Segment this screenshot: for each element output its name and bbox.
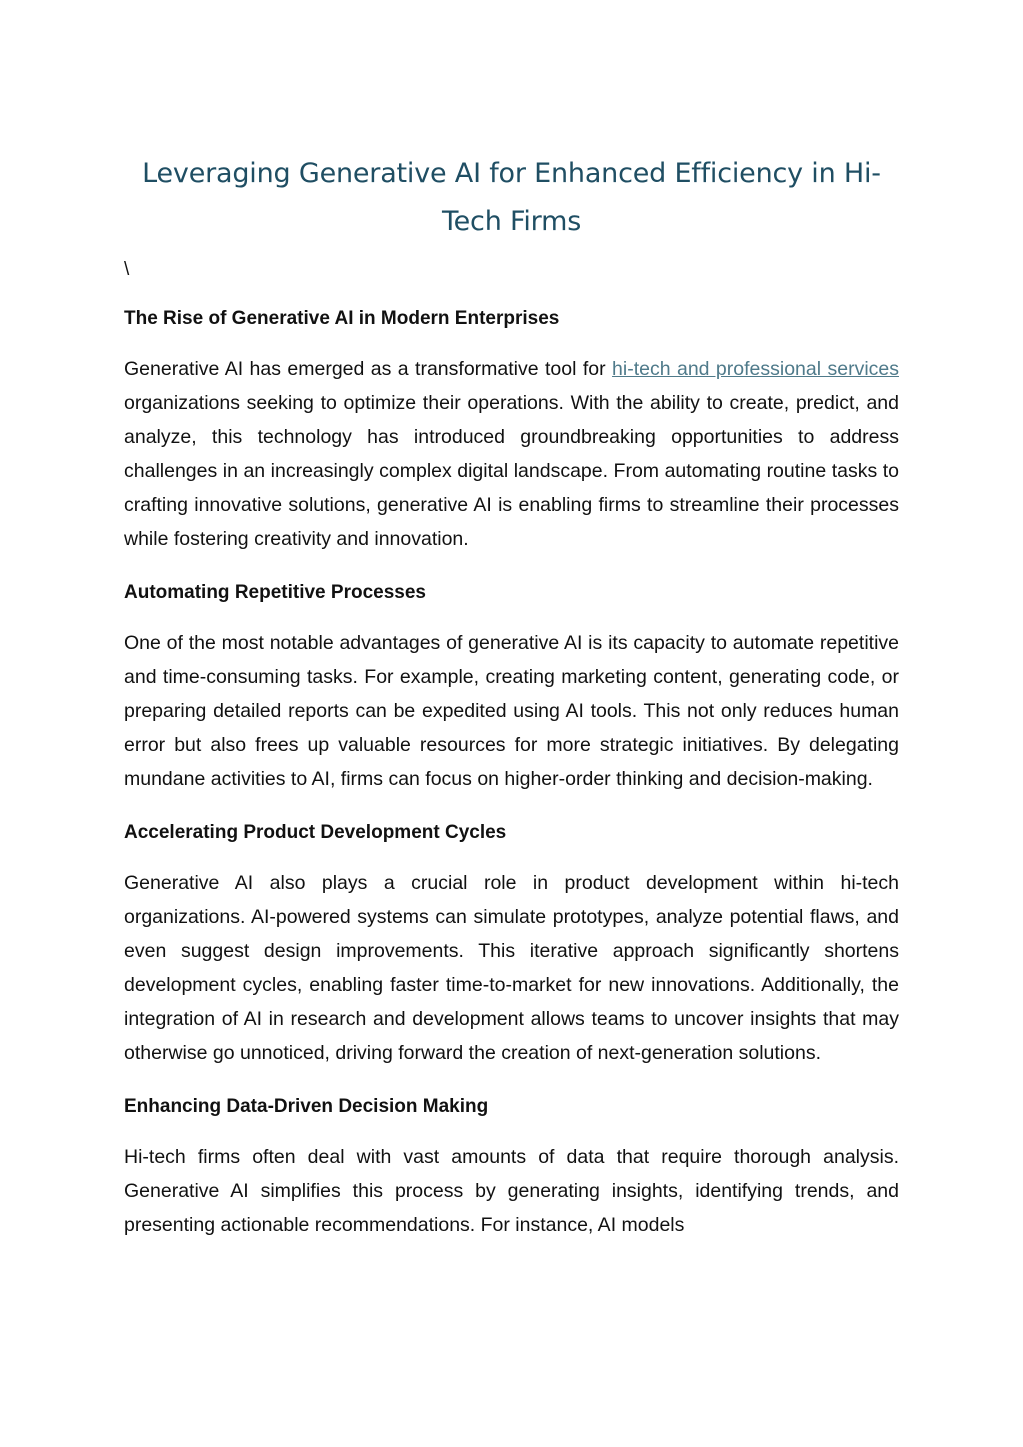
paragraph-text: organizations seeking to optimize their operations. With the ability to create, predict, and analyze, this technology has introduced groundbreaking opportunities to address challenges in an increasingly complex digital landscape. From automating routine tasks to crafting innovative solutions, generative AI is enabling firms to streamline their processes while fostering creativity and innovation. xyxy=(124,392,899,550)
section-paragraph: Hi-tech firms often deal with vast amounts of data that require thorough analysis. Generative AI simplifies this process by generating insights, identifying trends, and presenting actionable recommendations. For instance, AI models xyxy=(124,1146,899,1236)
section-paragraph: Generative AI also plays a crucial role in product development within hi-tech organizations. AI-powered systems can simulate prototypes, analyze potential flaws, and even suggest design improvements. This iterative approach significantly shortens development cycles, enabling faster time-to-market for new innovations. Additionally, the integration of AI in research and development allows teams to uncover insights that may otherwise go unnoticed, driving forward the creation of next-generation solutions. xyxy=(124,872,899,1064)
section-heading: Enhancing Data-Driven Decision Making xyxy=(124,1096,489,1117)
section-product-development xyxy=(124,820,899,1070)
stray-backslash: \ xyxy=(124,259,130,280)
section-paragraph xyxy=(124,352,899,556)
document-page xyxy=(124,150,899,1242)
section-heading: Accelerating Product Development Cycles xyxy=(124,822,507,843)
section-heading: The Rise of Generative AI in Modern Enterprises xyxy=(124,308,560,329)
hi-tech-services-link[interactable]: hi-tech and professional services xyxy=(612,358,899,380)
document-title: Leveraging Generative AI for Enhanced Efficiency in Hi-Tech Firms xyxy=(142,158,881,237)
paragraph-text: Generative AI has emerged as a transformative tool for xyxy=(124,358,613,380)
section-data-driven-decisions xyxy=(124,1094,899,1242)
section-rise-of-generative-ai xyxy=(124,306,899,556)
section-automating-processes xyxy=(124,580,899,796)
section-paragraph: One of the most notable advantages of generative AI is its capacity to automate repetitive and time-consuming tasks. For example, creating marketing content, generating code, or preparing detailed reports can be expedited using AI tools. This not only reduces human error but also frees up valuable resources for more strategic initiatives. By delegating mundane activities to AI, firms can focus on higher-order thinking and decision-making. xyxy=(124,632,899,790)
section-heading: Automating Repetitive Processes xyxy=(124,582,426,603)
